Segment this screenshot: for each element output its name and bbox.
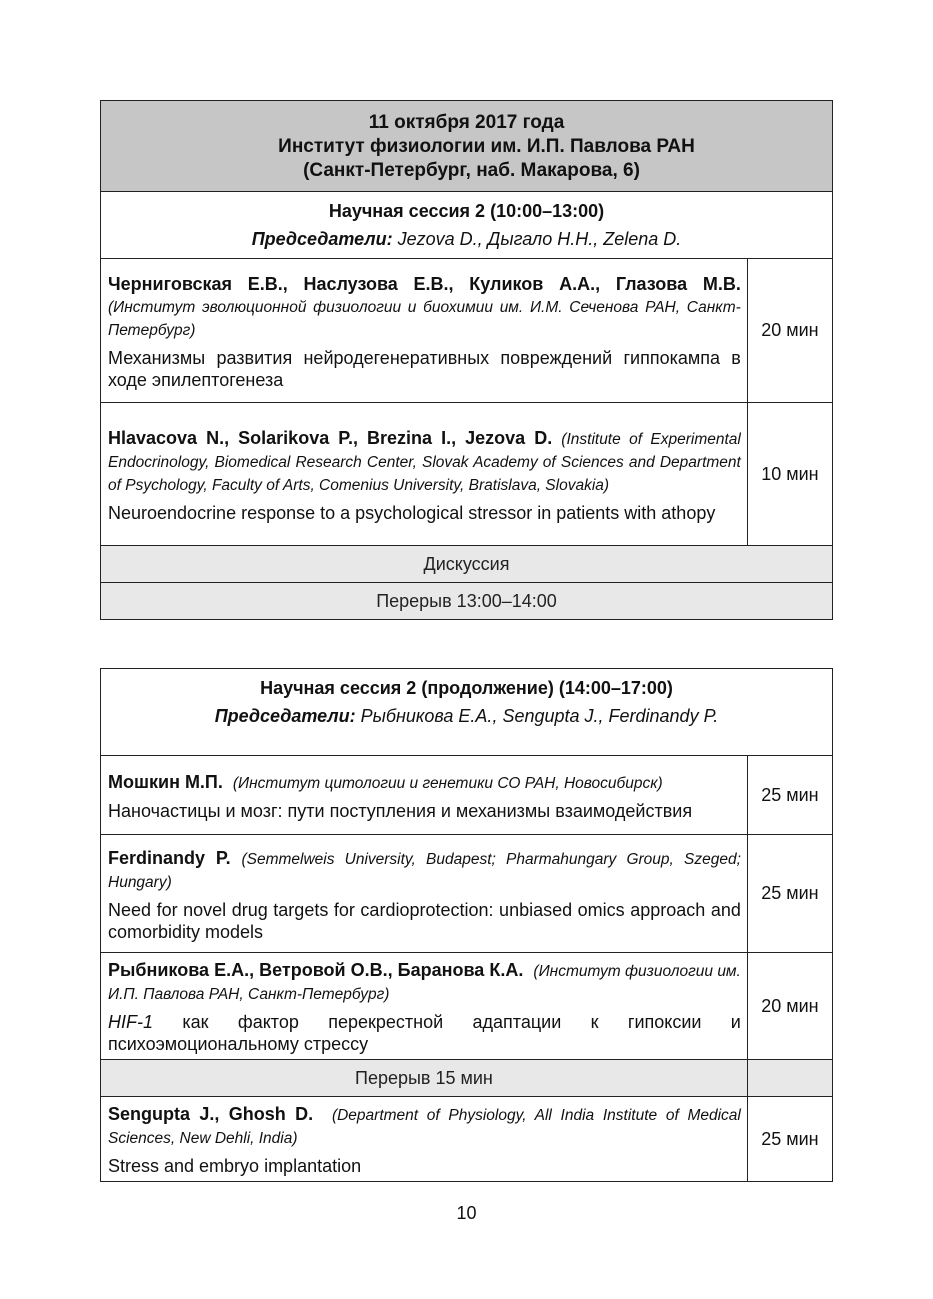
- break-row: [101, 1060, 833, 1097]
- talk-duration: 20 мин: [747, 259, 832, 403]
- chairs-names: Рыбникова Е.А., Sengupta J., Ferdinandy P.: [355, 706, 719, 726]
- session-header-row: [101, 192, 833, 259]
- talk-duration: 10 мин: [747, 403, 832, 546]
- chairs-label: Председатели:: [251, 229, 393, 249]
- address-heading: (Санкт-Петербург, наб. Макарова, 6): [303, 160, 640, 181]
- talk-title: HIF-1 как фактор перекрестной адаптации к гипоксии и психоэмоциональному стрессу: [108, 1012, 741, 1054]
- schedule-table-afternoon: [100, 668, 833, 1182]
- day-header-row: [101, 101, 833, 192]
- talk-affiliation: (Department of Physiology, All India Institute of Medical Sciences, New Dehli, India): [108, 1107, 741, 1147]
- talk-info: [101, 403, 748, 546]
- institute-heading: Институт физиологии им. И.П. Павлова РАН: [278, 136, 695, 157]
- session-title: Научная сессия 2 (10:00–13:00): [328, 201, 605, 221]
- talk-info: [101, 756, 748, 835]
- session-header-row: [101, 669, 833, 756]
- break-label: Перерыв 15 мин: [101, 1060, 748, 1097]
- session-chairs: [101, 701, 832, 731]
- discussion-row: [101, 546, 833, 583]
- talk-title-italic: HIF-1: [108, 1012, 153, 1032]
- talk-authors: Sengupta J., Ghosh D.: [108, 1104, 314, 1124]
- schedule-table-morning: [100, 100, 833, 620]
- talk-info: [101, 259, 748, 403]
- talk-row: [101, 259, 833, 403]
- talk-authors: Рыбникова Е.А., Ветровой О.В., Баранова К.А.: [108, 960, 524, 980]
- talk-authors: Мошкин М.П.: [108, 771, 223, 792]
- talk-authors: Hlavacova N., Solarikova P., Brezina I., Jezova D.: [108, 427, 553, 448]
- break-empty-cell: [747, 1060, 832, 1097]
- talk-info: [101, 1097, 748, 1182]
- talk-row: [101, 756, 833, 835]
- talk-authors: Черниговская Е.В., Наслузова Е.В., Куликов А.А., Глазова М.В.: [108, 273, 741, 294]
- page-number: 10: [456, 1203, 477, 1223]
- chairs-names: Jezova D., Дыгало Н.Н., Zelena D.: [392, 229, 682, 249]
- talk-title: Наночастицы и мозг: пути поступления и механизмы взаимодействия: [108, 800, 693, 821]
- talk-authors: Ferdinandy P.: [108, 847, 231, 868]
- session-header: [101, 669, 833, 756]
- talk-duration: 25 мин: [747, 1097, 832, 1182]
- talk-affiliation: (Институт физиологии им. И.П. Павлова РАН, Санкт-Петербург): [108, 963, 741, 1003]
- date-heading: 11 октября 2017 года: [368, 112, 565, 133]
- talk-info: [101, 835, 748, 953]
- talk-title: Механизмы развития нейродегенеративных повреждений гиппокампа в ходе эпилептогенеза: [108, 347, 741, 390]
- talk-row: [101, 403, 833, 546]
- talk-title: Neuroendocrine response to a psychological stressor in patients with athopy: [108, 502, 716, 523]
- talk-duration: 20 мин: [747, 953, 832, 1060]
- break-label: Перерыв 13:00–14:00: [101, 583, 833, 620]
- talk-title: Stress and embryo implantation: [108, 1156, 362, 1176]
- day-header: [101, 101, 833, 192]
- break-row: [101, 583, 833, 620]
- discussion-label: Дискуссия: [101, 546, 833, 583]
- talk-row: [101, 835, 833, 953]
- session-header: [101, 192, 833, 259]
- talk-duration: 25 мин: [747, 835, 832, 953]
- talk-affiliation: (Институт цитологии и генетики СО РАН, Новосибирск): [232, 774, 663, 792]
- talk-title: Need for novel drug targets for cardioprotection: unbiased omics approach and comorbidity models: [108, 899, 741, 942]
- talk-affiliation: (Institute of Experimental Endocrinology, Biomedical Research Center, Slovak Academy of Sciences and Department of Psychology, Faculty of Arts, Comenius University, Bratislava, Slovakia): [108, 430, 741, 494]
- talk-duration: 25 мин: [747, 756, 832, 835]
- talk-row: [101, 953, 833, 1060]
- chairs-label: Председатели:: [214, 706, 356, 726]
- session-chairs: [101, 224, 832, 254]
- talk-info: [101, 953, 748, 1060]
- session-title: Научная сессия 2 (продолжение) (14:00–17:00): [260, 678, 673, 698]
- talk-row: [101, 1097, 833, 1182]
- talk-affiliation: (Институт эволюционной физиологии и биохимии им. И.М. Сеченова РАН, Санкт-Петербург): [108, 298, 741, 339]
- talk-affiliation: (Semmelweis University, Budapest; Pharmahungary Group, Szeged; Hungary): [108, 850, 741, 891]
